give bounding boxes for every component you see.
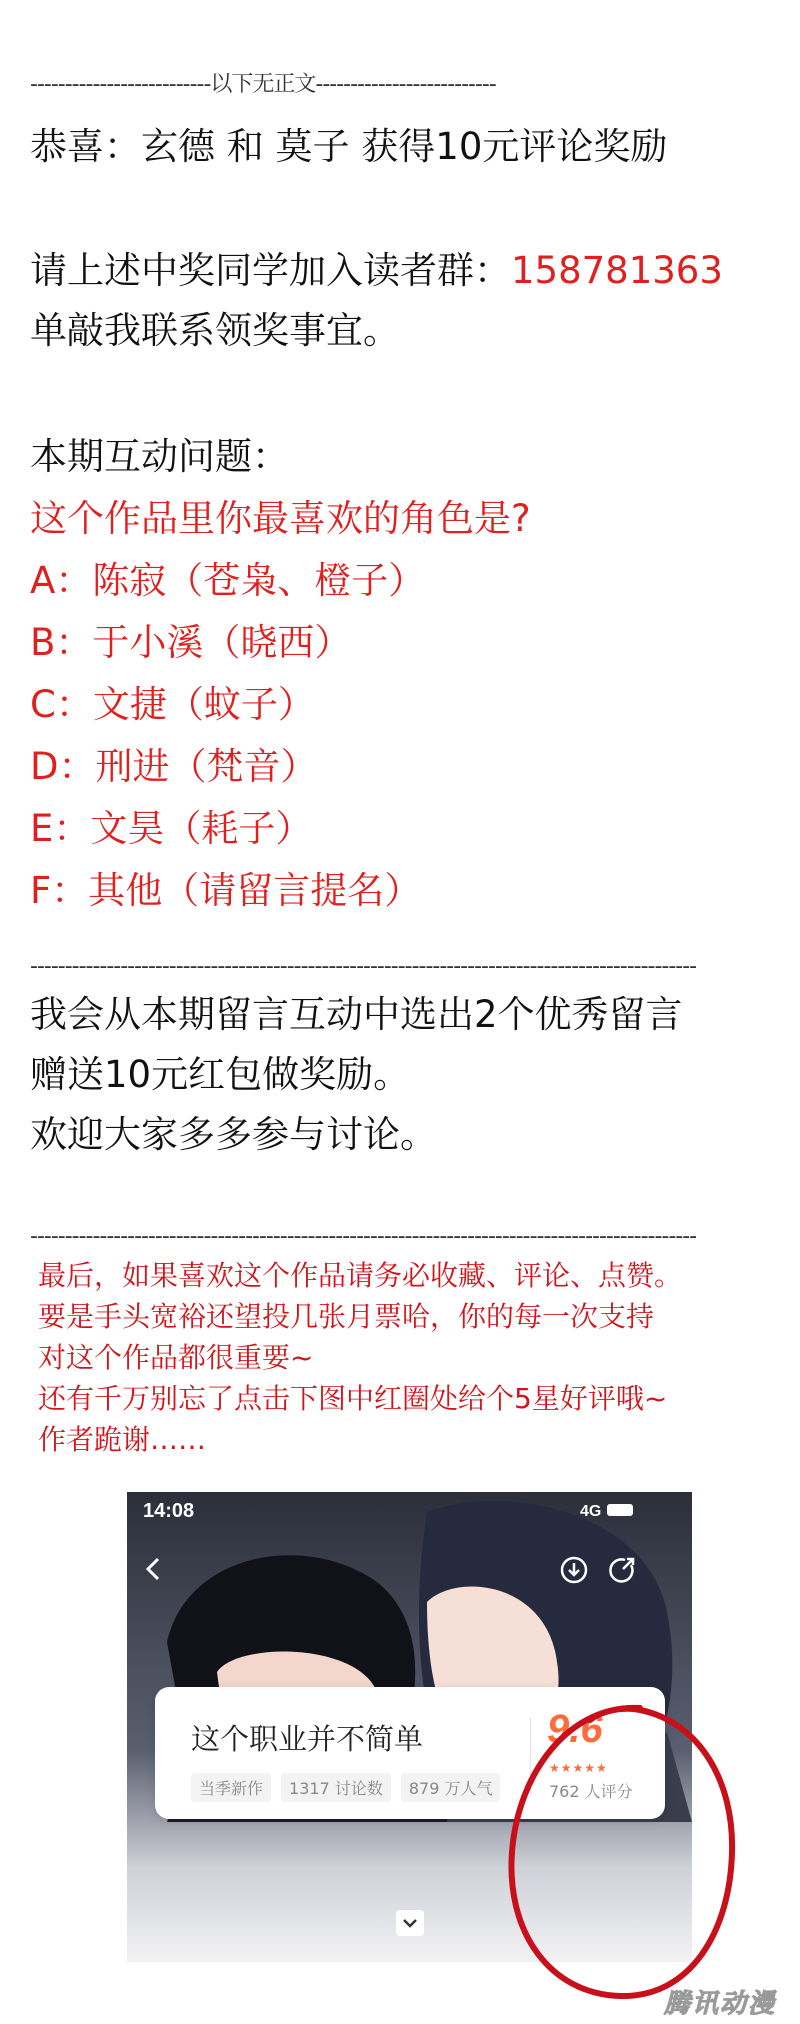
option-a: A：陈寂（苍枭、橙子） bbox=[30, 559, 426, 602]
reward-line-1: 我会从本期留言互动中选出2个优秀留言 bbox=[30, 993, 683, 1036]
middle-separator: ------------------------------------------------------------------------------------------------ bbox=[30, 954, 697, 979]
comic-title: 这个职业并不简单 bbox=[191, 1722, 424, 1756]
group-number: 158781363 bbox=[511, 249, 723, 292]
share-icon[interactable] bbox=[607, 1555, 637, 1585]
tag-new-season: 当季新作 bbox=[191, 1773, 271, 1802]
congrats-line: 恭喜：玄德 和 莫子 获得10元评论奖励 bbox=[30, 125, 668, 168]
red-highlight-circle bbox=[490, 1702, 740, 2002]
status-time: 14:08 bbox=[143, 1500, 195, 1522]
closing-note-5: 作者跪谢…… bbox=[38, 1423, 207, 1456]
reward-line-2: 赠送10元红包做奖励。 bbox=[30, 1053, 411, 1096]
contact-line: 单敲我联系领奖事宜。 bbox=[30, 309, 400, 352]
lower-separator: ------------------------------------------------------------------------------------------------ bbox=[30, 1224, 697, 1249]
rating-score[interactable]: 9.6 bbox=[547, 1707, 603, 1751]
chevron-down-icon[interactable] bbox=[396, 1910, 424, 1936]
join-group-text: 请上述中奖同学加入读者群： bbox=[30, 249, 511, 292]
option-d: D：刑进（梵音） bbox=[30, 745, 318, 788]
closing-note-3: 对这个作品都很重要~ bbox=[38, 1341, 314, 1374]
option-f: F：其他（请留言提名） bbox=[30, 869, 422, 912]
download-icon[interactable] bbox=[559, 1555, 589, 1585]
top-separator: --------------------------以下无正文-------------------------- bbox=[30, 72, 496, 97]
back-icon[interactable] bbox=[141, 1555, 165, 1583]
tag-popularity: 879 万人气 bbox=[401, 1773, 501, 1802]
question-text: 这个作品里你最喜欢的角色是? bbox=[30, 497, 531, 540]
option-b: B：于小溪（晓西） bbox=[30, 621, 352, 664]
reward-line-3: 欢迎大家多多参与讨论。 bbox=[30, 1113, 437, 1156]
status-signal: 4G bbox=[580, 1503, 602, 1520]
watermark-logo: 腾讯动漫 bbox=[664, 1989, 777, 2019]
tag-discussions: 1317 讨论数 bbox=[281, 1773, 391, 1802]
option-e: E：文昊（耗子） bbox=[30, 807, 313, 850]
closing-note-1: 最后，如果喜欢这个作品请务必收藏、评论、点赞。 bbox=[38, 1259, 683, 1292]
join-group-line bbox=[30, 246, 770, 296]
rating-count: 762 人评分 bbox=[549, 1782, 633, 1801]
question-title: 本期互动问题： bbox=[30, 435, 289, 478]
closing-note-4: 还有千万别忘了点击下图中红圈处给个5星好评哦~ bbox=[38, 1382, 668, 1415]
battery-icon bbox=[607, 1504, 633, 1516]
rating-stars-icon[interactable]: ★★★★★ bbox=[549, 1761, 608, 1775]
tag-row bbox=[191, 1773, 500, 1802]
closing-note-2: 要是手头宽裕还望投几张月票哈，你的每一次支持 bbox=[38, 1300, 655, 1333]
option-c: C：文捷（蚊子） bbox=[30, 683, 315, 726]
